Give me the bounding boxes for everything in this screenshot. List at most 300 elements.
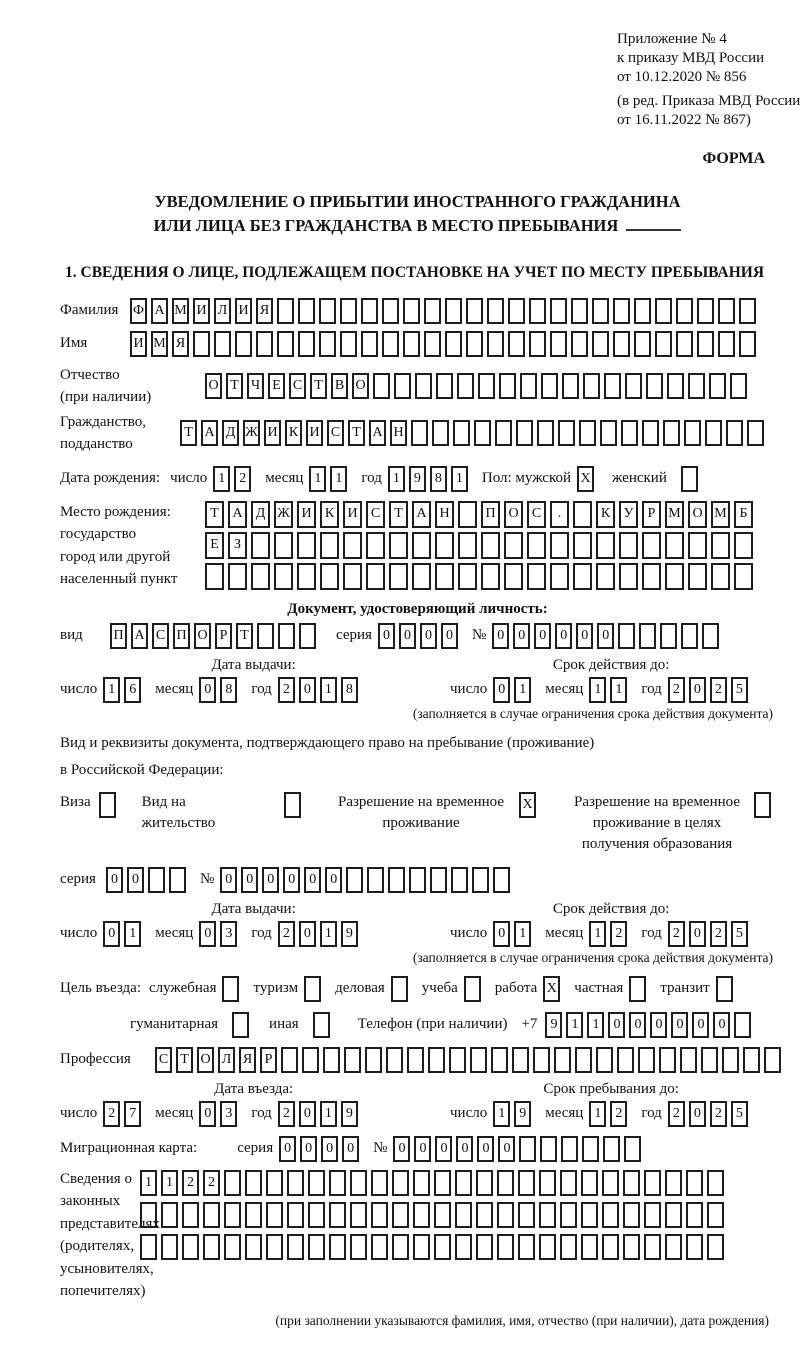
char-cell xyxy=(182,1234,199,1260)
valid-month-cells[interactable] xyxy=(589,677,631,703)
char-cell: 1 xyxy=(514,921,531,947)
char-cell: И xyxy=(130,331,147,357)
char-cell xyxy=(445,331,462,357)
birth-month-cells[interactable] xyxy=(309,466,351,492)
char-cell xyxy=(256,331,273,357)
char-cell xyxy=(540,1136,557,1162)
issue-date-heading: Дата выдачи: xyxy=(211,900,296,917)
char-cell: М xyxy=(151,331,168,357)
char-cell xyxy=(329,1202,346,1228)
char-cell: 2 xyxy=(710,1101,727,1127)
issue-date-heading: Дата выдачи: xyxy=(211,656,296,673)
char-cell xyxy=(298,331,315,357)
char-cell xyxy=(99,792,116,818)
char-cell xyxy=(550,331,567,357)
char-cell xyxy=(434,1170,451,1196)
char-cell: 2 xyxy=(610,1101,627,1127)
char-cell: Т xyxy=(226,373,243,399)
char-cell: X xyxy=(519,792,536,818)
char-cell xyxy=(754,792,771,818)
char-cell xyxy=(602,1234,619,1260)
valid-day-cells[interactable] xyxy=(493,677,535,703)
purpose-business-checkbox[interactable] xyxy=(391,976,412,1002)
char-cell: 2 xyxy=(710,677,727,703)
char-cell: Л xyxy=(214,298,231,324)
char-cell xyxy=(619,563,638,590)
sex-female-checkbox[interactable] xyxy=(681,466,702,492)
purpose-tourism-checkbox[interactable] xyxy=(304,976,325,1002)
month-label: месяц xyxy=(545,681,584,698)
char-cell: Я xyxy=(172,331,189,357)
char-cell: С xyxy=(152,623,169,649)
char-cell xyxy=(428,1047,445,1073)
char-cell: 1 xyxy=(493,1101,510,1127)
char-cell: 0 xyxy=(513,623,530,649)
char-cell: 2 xyxy=(278,921,295,947)
char-cell: К xyxy=(320,501,339,528)
char-cell xyxy=(415,373,432,399)
issue-month-cells[interactable] xyxy=(199,921,241,947)
sex-female-label: женский xyxy=(612,470,667,487)
char-cell xyxy=(388,867,405,893)
char-cell xyxy=(458,563,477,590)
entry-month-cells[interactable] xyxy=(199,1101,241,1127)
migration-number-cells[interactable] xyxy=(393,1136,645,1162)
residence-permit-label: Вид на жительство xyxy=(141,793,216,831)
citizenship-row xyxy=(60,411,775,456)
month-label: месяц xyxy=(265,470,304,487)
name-cells[interactable] xyxy=(130,331,760,357)
char-cell: 0 xyxy=(692,1012,709,1038)
phone-cells[interactable] xyxy=(545,1012,755,1038)
char-cell xyxy=(550,563,569,590)
char-cell xyxy=(504,563,523,590)
char-cell xyxy=(403,298,420,324)
char-cell: 2 xyxy=(182,1170,199,1196)
char-cell xyxy=(571,298,588,324)
char-cell xyxy=(424,298,441,324)
issue-day-cells[interactable] xyxy=(103,677,145,703)
residence-series-cells[interactable] xyxy=(106,867,190,893)
char-cell: 2 xyxy=(610,921,627,947)
char-cell xyxy=(412,563,431,590)
char-cell xyxy=(474,420,491,446)
char-cell xyxy=(224,1202,241,1228)
char-cell xyxy=(350,1170,367,1196)
char-cell: К xyxy=(596,501,615,528)
char-cell: 0 xyxy=(534,623,551,649)
char-cell: 0 xyxy=(671,1012,688,1038)
char-cell: 9 xyxy=(341,921,358,947)
char-cell xyxy=(602,1170,619,1196)
char-cell xyxy=(308,1202,325,1228)
doc-series-cells[interactable] xyxy=(378,623,462,649)
char-cell xyxy=(323,1047,340,1073)
birth-year-cells[interactable] xyxy=(388,466,472,492)
char-cell: 0 xyxy=(498,1136,515,1162)
stay-month-cells[interactable] xyxy=(589,1101,631,1127)
char-cell: Д xyxy=(251,501,270,528)
surname-cells[interactable] xyxy=(130,298,760,324)
char-cell: О xyxy=(504,501,523,528)
char-cell xyxy=(389,532,408,559)
char-cell: З xyxy=(228,532,247,559)
phone-label: Телефон (при наличии) xyxy=(357,1016,508,1033)
char-cell xyxy=(582,1136,599,1162)
temp-residence-edu-label: Разрешение на временное проживание в целях получения образования xyxy=(574,793,740,852)
char-cell: 9 xyxy=(409,466,426,492)
char-cell: Е xyxy=(205,532,224,559)
char-cell xyxy=(583,373,600,399)
purpose-humanitarian-checkbox[interactable] xyxy=(232,1012,253,1038)
vid-label: вид xyxy=(60,627,83,644)
legal-rep-cells-row1[interactable] xyxy=(140,1170,728,1196)
char-cell: 1 xyxy=(124,921,141,947)
ref-line: от 16.11.2022 № 867) xyxy=(617,112,751,128)
char-cell xyxy=(436,373,453,399)
char-cell: П xyxy=(173,623,190,649)
char-cell xyxy=(458,532,477,559)
residence-permit-checkbox[interactable] xyxy=(284,792,305,818)
char-cell xyxy=(297,532,316,559)
birth-place-cells-row3[interactable] xyxy=(205,563,757,590)
char-cell: 8 xyxy=(430,466,447,492)
char-cell xyxy=(702,623,719,649)
valid-day-cells[interactable] xyxy=(493,921,535,947)
identity-doc-heading: Документ, удостоверяющий личность: xyxy=(287,600,548,617)
birth-place-label: Место рождения: государство город или другой населенный пункт xyxy=(60,503,178,588)
purpose-study-checkbox[interactable] xyxy=(464,976,485,1002)
citizenship-cells[interactable] xyxy=(180,420,768,446)
char-cell: 5 xyxy=(731,677,748,703)
issue-year-cells[interactable] xyxy=(278,677,362,703)
legal-rep-cells-row2[interactable] xyxy=(140,1202,728,1228)
char-cell: 9 xyxy=(341,1101,358,1127)
ref-line: от 10.12.2020 № 856 xyxy=(617,68,747,85)
day-label: число xyxy=(60,1105,98,1122)
legal-rep-cells-row3[interactable] xyxy=(140,1234,728,1260)
year-label: год xyxy=(251,1105,272,1122)
residence-doc-dates xyxy=(60,901,775,966)
char-cell xyxy=(382,298,399,324)
char-cell: О xyxy=(197,1047,214,1073)
char-cell xyxy=(665,563,684,590)
char-cell xyxy=(413,1234,430,1260)
char-cell xyxy=(340,298,357,324)
order-reference xyxy=(617,30,800,130)
char-cell xyxy=(320,532,339,559)
char-cell xyxy=(319,298,336,324)
char-cell xyxy=(413,1202,430,1228)
char-cell: 2 xyxy=(710,921,727,947)
title-blank-line xyxy=(626,217,681,231)
char-cell xyxy=(512,1047,529,1073)
char-cell xyxy=(686,1202,703,1228)
char-cell xyxy=(464,976,481,1002)
temp-residence-edu-option xyxy=(568,792,775,855)
char-cell: 2 xyxy=(278,1101,295,1127)
char-cell: 0 xyxy=(435,1136,452,1162)
char-cell xyxy=(361,298,378,324)
char-cell: 0 xyxy=(650,1012,667,1038)
char-cell: О xyxy=(194,623,211,649)
char-cell: М xyxy=(711,501,730,528)
residence-number-cells[interactable] xyxy=(220,867,514,893)
patronymic-row xyxy=(60,364,775,409)
section1-heading: 1. СВЕДЕНИЯ О ЛИЦЕ, ПОДЛЕЖАЩЕМ ПОСТАНОВКЕ НА УЧЕТ ПО МЕСТУ ПРЕБЫВАНИЯ xyxy=(65,263,765,281)
visa-checkbox[interactable] xyxy=(99,792,120,818)
number-label: № xyxy=(199,871,215,888)
char-cell xyxy=(413,1170,430,1196)
char-cell xyxy=(707,1202,724,1228)
stay-day-cells[interactable] xyxy=(493,1101,535,1127)
char-cell: 0 xyxy=(689,921,706,947)
validity-note: (заполняется в случае ограничения срока действия документа) xyxy=(412,705,773,721)
char-cell xyxy=(434,1234,451,1260)
char-cell xyxy=(634,298,651,324)
char-cell xyxy=(541,373,558,399)
entry-year-cells[interactable] xyxy=(278,1101,362,1127)
purpose-work-checkbox[interactable] xyxy=(543,976,564,1002)
char-cell xyxy=(274,563,293,590)
entry-date-heading: Дата въезда: xyxy=(214,1080,294,1097)
char-cell xyxy=(455,1170,472,1196)
char-cell: 0 xyxy=(279,1136,296,1162)
doc-type-cells[interactable] xyxy=(110,623,320,649)
char-cell: 0 xyxy=(555,623,572,649)
char-cell xyxy=(371,1234,388,1260)
residence-doc-series-row xyxy=(60,867,775,893)
purpose-private-checkbox[interactable] xyxy=(629,976,650,1002)
char-cell: П xyxy=(110,623,127,649)
identity-doc-row xyxy=(60,623,775,649)
purpose-official-checkbox[interactable] xyxy=(222,976,243,1002)
char-cell xyxy=(382,331,399,357)
char-cell xyxy=(602,1202,619,1228)
char-cell: 1 xyxy=(589,921,606,947)
entry-day-cells[interactable] xyxy=(103,1101,145,1127)
char-cell: . xyxy=(550,501,569,528)
birth-place-cells-row1[interactable] xyxy=(205,501,757,528)
issue-year-cells[interactable] xyxy=(278,921,362,947)
char-cell xyxy=(571,331,588,357)
char-cell xyxy=(350,1234,367,1260)
temp-residence-label: Разрешение на временное проживание xyxy=(338,793,504,831)
char-cell xyxy=(539,1202,556,1228)
char-cell: Ч xyxy=(247,373,264,399)
temp-residence-checkbox[interactable] xyxy=(519,792,540,818)
char-cell xyxy=(539,1234,556,1260)
char-cell xyxy=(476,1234,493,1260)
char-cell xyxy=(550,532,569,559)
char-cell xyxy=(617,1047,634,1073)
char-cell xyxy=(623,1202,640,1228)
char-cell: 0 xyxy=(283,867,300,893)
surname-row xyxy=(60,298,775,324)
char-cell: 2 xyxy=(668,921,685,947)
char-cell xyxy=(487,331,504,357)
char-cell xyxy=(424,331,441,357)
char-cell xyxy=(403,331,420,357)
char-cell xyxy=(663,420,680,446)
char-cell: 5 xyxy=(731,1101,748,1127)
migration-series-cells[interactable] xyxy=(279,1136,363,1162)
purpose-official-label: служебная xyxy=(148,980,217,997)
char-cell xyxy=(697,298,714,324)
birth-date-row xyxy=(60,466,775,492)
char-cell xyxy=(634,331,651,357)
birth-day-cells[interactable] xyxy=(213,466,255,492)
char-cell xyxy=(684,420,701,446)
char-cell xyxy=(646,373,663,399)
char-cell: О xyxy=(205,373,222,399)
char-cell: 1 xyxy=(213,466,230,492)
char-cell: Т xyxy=(389,501,408,528)
char-cell: И xyxy=(264,420,281,446)
char-cell xyxy=(625,373,642,399)
char-cell xyxy=(575,1047,592,1073)
char-cell xyxy=(313,1012,330,1038)
name-row xyxy=(60,331,775,357)
char-cell: 0 xyxy=(493,677,510,703)
char-cell: И xyxy=(343,501,362,528)
valid-month-cells[interactable] xyxy=(589,921,631,947)
char-cell xyxy=(665,1234,682,1260)
char-cell xyxy=(537,420,554,446)
doc-number-cells[interactable] xyxy=(492,623,723,649)
day-label: число xyxy=(450,1105,488,1122)
char-cell: 0 xyxy=(456,1136,473,1162)
patronymic-label: Отчество (при наличии) xyxy=(60,366,152,406)
char-cell xyxy=(642,532,661,559)
char-cell xyxy=(701,1047,718,1073)
char-cell xyxy=(458,501,477,528)
char-cell xyxy=(747,420,764,446)
char-cell xyxy=(519,1136,536,1162)
char-cell xyxy=(680,1047,697,1073)
temp-residence-edu-checkbox[interactable] xyxy=(754,792,775,818)
char-cell xyxy=(491,1047,508,1073)
char-cell xyxy=(573,563,592,590)
char-cell xyxy=(299,623,316,649)
profession-cells[interactable] xyxy=(155,1047,785,1073)
char-cell: С xyxy=(327,420,344,446)
purpose-other-checkbox[interactable] xyxy=(313,1012,334,1038)
char-cell: 1 xyxy=(514,677,531,703)
issue-day-cells[interactable] xyxy=(103,921,145,947)
char-cell: 0 xyxy=(492,623,509,649)
char-cell xyxy=(618,623,635,649)
char-cell xyxy=(562,373,579,399)
number-label: № xyxy=(373,1140,388,1157)
char-cell: 0 xyxy=(441,623,458,649)
char-cell xyxy=(560,1202,577,1228)
char-cell xyxy=(495,420,512,446)
char-cell xyxy=(527,532,546,559)
char-cell xyxy=(329,1170,346,1196)
year-label: год xyxy=(251,681,272,698)
char-cell xyxy=(466,331,483,357)
char-cell xyxy=(642,563,661,590)
issue-month-cells[interactable] xyxy=(199,677,241,703)
char-cell xyxy=(676,298,693,324)
char-cell: Л xyxy=(218,1047,235,1073)
char-cell: 0 xyxy=(241,867,258,893)
day-label: число xyxy=(450,925,488,942)
char-cell: 0 xyxy=(393,1136,410,1162)
char-cell: С xyxy=(289,373,306,399)
char-cell xyxy=(245,1170,262,1196)
char-cell xyxy=(308,1234,325,1260)
valid-year-cells[interactable] xyxy=(668,921,752,947)
char-cell: О xyxy=(352,373,369,399)
char-cell xyxy=(457,373,474,399)
char-cell: 1 xyxy=(320,921,337,947)
char-cell: 1 xyxy=(330,466,347,492)
entry-dates xyxy=(60,1081,775,1127)
stay-year-cells[interactable] xyxy=(668,1101,752,1127)
char-cell xyxy=(639,623,656,649)
char-cell xyxy=(257,623,274,649)
char-cell xyxy=(203,1234,220,1260)
char-cell xyxy=(371,1170,388,1196)
char-cell xyxy=(688,563,707,590)
char-cell xyxy=(409,867,426,893)
char-cell xyxy=(140,1202,157,1228)
patronymic-cells[interactable] xyxy=(205,373,751,399)
char-cell: 0 xyxy=(378,623,395,649)
ref-line: Приложение № 4 xyxy=(617,31,727,47)
char-cell: М xyxy=(172,298,189,324)
char-cell: И xyxy=(306,420,323,446)
char-cell xyxy=(726,420,743,446)
char-cell: Т xyxy=(180,420,197,446)
phone-prefix: +7 xyxy=(521,1016,538,1033)
year-label: год xyxy=(641,1105,662,1122)
legal-representatives-label: Сведения о законных представителях (родителях, усыновителях, попечителях) xyxy=(60,1170,160,1300)
char-cell: И xyxy=(297,501,316,528)
char-cell xyxy=(711,532,730,559)
name-label: Имя xyxy=(60,335,88,352)
valid-year-cells[interactable] xyxy=(668,677,752,703)
char-cell xyxy=(709,373,726,399)
sex-male-checkbox[interactable] xyxy=(577,466,598,492)
char-cell xyxy=(277,298,294,324)
char-cell xyxy=(435,563,454,590)
char-cell: 0 xyxy=(321,1136,338,1162)
char-cell xyxy=(394,373,411,399)
month-label: месяц xyxy=(155,925,194,942)
char-cell xyxy=(676,331,693,357)
char-cell xyxy=(481,532,500,559)
char-cell: 2 xyxy=(668,1101,685,1127)
char-cell xyxy=(222,976,239,1002)
char-cell xyxy=(470,1047,487,1073)
char-cell xyxy=(508,298,525,324)
char-cell: 0 xyxy=(414,1136,431,1162)
char-cell xyxy=(561,1136,578,1162)
purpose-transit-checkbox[interactable] xyxy=(716,976,737,1002)
char-cell xyxy=(302,1047,319,1073)
char-cell: Р xyxy=(642,501,661,528)
char-cell xyxy=(432,420,449,446)
char-cell xyxy=(287,1202,304,1228)
char-cell: 0 xyxy=(597,623,614,649)
char-cell xyxy=(665,532,684,559)
birth-place-cells-row2[interactable] xyxy=(205,532,757,559)
purpose-work-label: работа xyxy=(494,980,538,997)
char-cell xyxy=(161,1234,178,1260)
